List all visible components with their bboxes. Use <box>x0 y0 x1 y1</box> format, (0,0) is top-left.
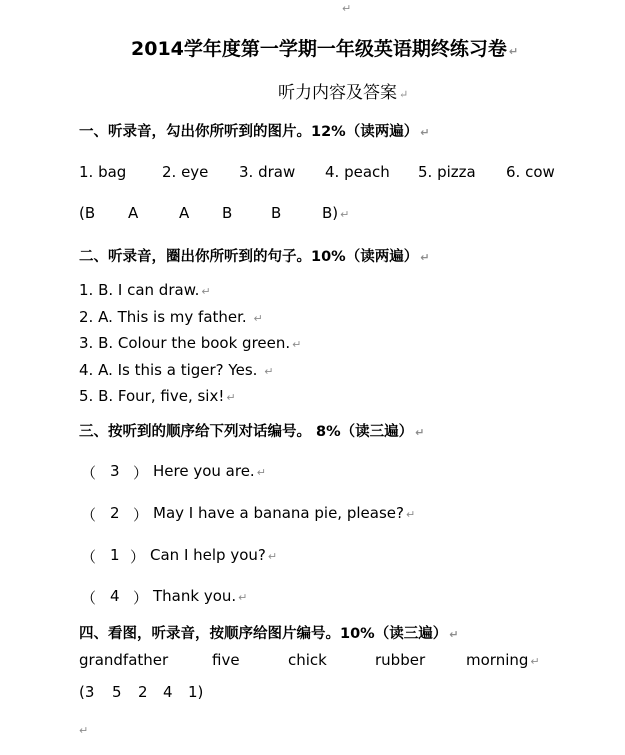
paragraph-mark: ↵ <box>267 550 278 563</box>
paren-open: （ <box>81 548 97 566</box>
paragraph-mark: ↵ <box>226 391 236 404</box>
dialogue-sentence: May I have a banana pie, please? <box>153 504 404 522</box>
word-item: 4. peach <box>325 163 390 181</box>
sentence-text: 3. B. Colour the book green. <box>79 334 291 352</box>
paragraph-mark: ↵ <box>342 2 352 15</box>
paragraph-mark: ↵ <box>340 208 350 221</box>
section-2-heading-text: 二、听录音，圈出你所听到的句子。10%（读两遍） <box>79 249 419 265</box>
paren-open: （ <box>81 506 97 524</box>
paren-open: （ <box>81 589 97 607</box>
word-item: 3. draw <box>239 163 296 181</box>
section-3-heading <box>79 420 424 441</box>
document-subtitle <box>278 78 408 103</box>
sentence-text: 1. B. I can draw. <box>79 281 200 299</box>
answer-item: A <box>128 204 139 222</box>
order-number: 4 <box>110 587 120 605</box>
section-3-heading-text: 三、按听到的顺序给下列对话编号。 8%（读三遍） <box>79 424 414 440</box>
answer-item: B <box>271 204 282 222</box>
paren-close: ） <box>133 589 149 607</box>
answer-item <box>322 204 349 222</box>
word-item: 6. cow <box>506 163 555 181</box>
section-4-heading <box>79 622 458 643</box>
sentence-text: 5. B. Four, five, six! <box>79 387 225 405</box>
paren-close: ） <box>133 464 149 482</box>
section-2-heading <box>79 245 429 266</box>
sentence-line <box>79 361 273 379</box>
sentence-line <box>79 281 211 299</box>
word-item <box>466 651 540 669</box>
paren-close: ） <box>133 506 149 524</box>
answer-item: 4 <box>163 683 173 701</box>
paragraph-mark: ↵ <box>405 508 416 521</box>
dialogue-text <box>150 546 277 564</box>
title-text: 2014学年度第一学期一年级英语期终练习卷 <box>131 38 507 60</box>
paragraph-mark: ↵ <box>201 285 211 298</box>
document-title <box>131 34 518 61</box>
paragraph-mark: ↵ <box>415 426 425 439</box>
order-number: 1 <box>110 546 120 564</box>
sentence-text: 2. A. This is my father. <box>79 308 247 326</box>
paren-open: （ <box>81 464 97 482</box>
answer-text: B) <box>322 204 339 222</box>
word-item: grandfather <box>79 651 169 669</box>
word-item: rubber <box>375 651 426 669</box>
section-1-heading-text: 一、听录音，勾出你所听到的图片。12%（读两遍） <box>79 124 419 140</box>
answer-item: 1) <box>188 683 204 701</box>
answer-item: (B <box>79 204 96 222</box>
word-text: morning <box>466 651 529 669</box>
answer-item: 2 <box>138 683 148 701</box>
paragraph-mark: ↵ <box>292 338 302 351</box>
order-number: 2 <box>110 504 120 522</box>
section-4-heading-text: 四、看图，听录音，按顺序给图片编号。10%（读三遍） <box>79 626 448 642</box>
dialogue-text <box>153 504 415 522</box>
paragraph-mark: ↵ <box>530 655 540 668</box>
paragraph-mark: ↵ <box>256 466 266 479</box>
word-item: 2. eye <box>162 163 209 181</box>
paragraph-mark: ↵ <box>79 724 89 737</box>
word-item: 1. bag <box>79 163 127 181</box>
paragraph-mark: ↵ <box>449 628 459 641</box>
word-item: five <box>212 651 240 669</box>
paragraph-mark: ↵ <box>238 591 248 604</box>
paragraph-mark: ↵ <box>508 45 519 58</box>
answer-item: 5 <box>112 683 122 701</box>
subtitle-text: 听力内容及答案 <box>278 83 397 103</box>
sentence-text: 4. A. Is this a tiger? Yes. <box>79 361 258 379</box>
paragraph-mark: ↵ <box>420 251 430 264</box>
answer-item: B <box>222 204 233 222</box>
section-1-heading <box>79 120 429 141</box>
paragraph-mark: ↵ <box>264 365 274 378</box>
order-number: 3 <box>110 462 120 480</box>
dialogue-sentence: Thank you. <box>153 587 237 605</box>
sentence-line <box>79 308 263 326</box>
answer-item: (3 <box>79 683 95 701</box>
dialogue-sentence: Here you are. <box>153 462 255 480</box>
dialogue-text <box>153 587 247 605</box>
paragraph-mark: ↵ <box>253 312 263 325</box>
answer-item: A <box>179 204 190 222</box>
dialogue-sentence: Can I help you? <box>150 546 266 564</box>
word-item: 5. pizza <box>418 163 476 181</box>
word-item: chick <box>288 651 327 669</box>
sentence-line <box>79 387 236 405</box>
paragraph-mark: ↵ <box>399 88 409 101</box>
paren-close: ） <box>130 548 146 566</box>
dialogue-text <box>153 462 266 480</box>
paragraph-mark: ↵ <box>420 126 430 139</box>
sentence-line <box>79 334 301 352</box>
